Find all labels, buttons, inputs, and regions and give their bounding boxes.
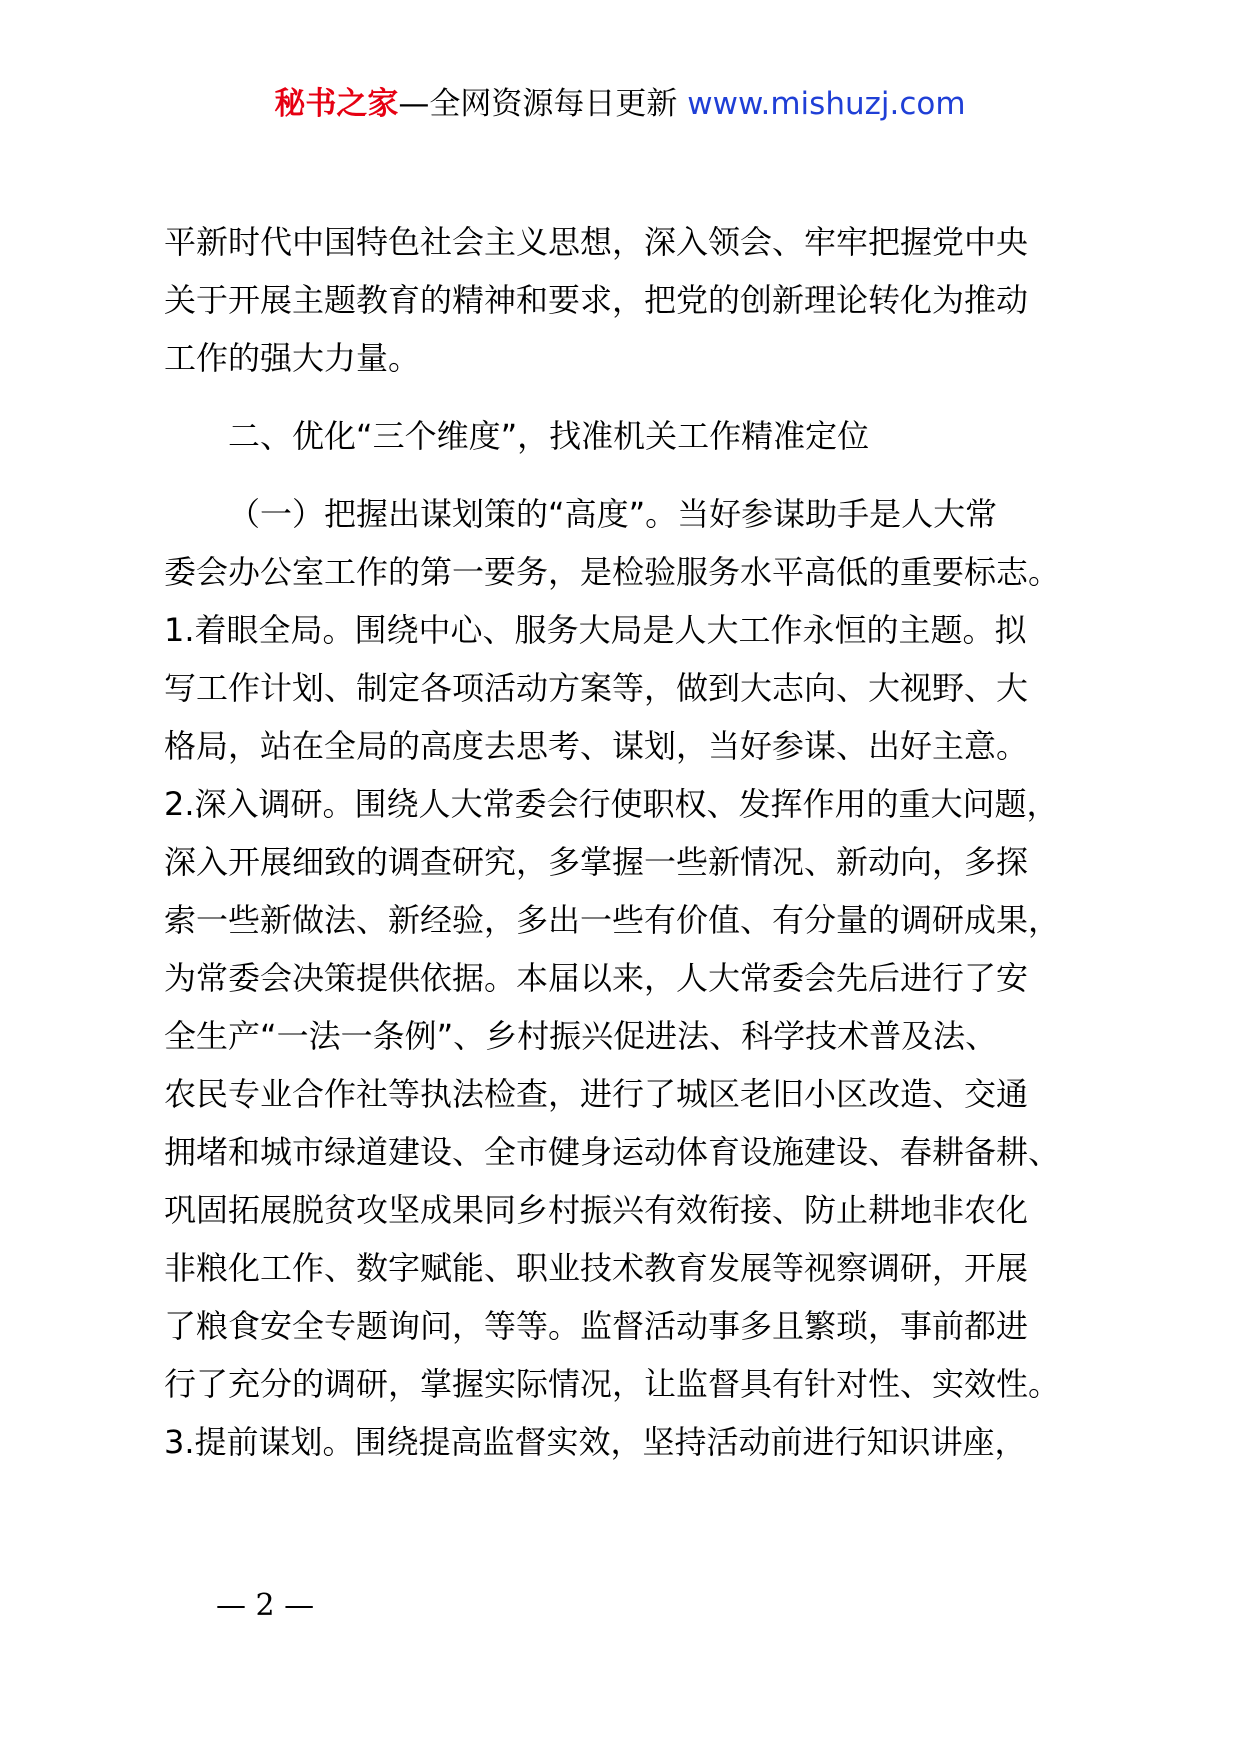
text-line: 索一些新做法、新经验，多出一些有价值、有分量的调研成果， (164, 901, 1061, 939)
text-line: 2.深入调研。围绕人大常委会行使职权、发挥作用的重大问题， (164, 785, 1059, 823)
page-number: — 2 — (216, 1588, 315, 1623)
text-line: 全生产“一法一条例”、乡村振兴促进法、科学技术普及法、 (164, 1017, 998, 1055)
text-line: 3.提前谋划。围绕提高监督实效，坚持活动前进行知识讲座， (164, 1423, 1027, 1461)
text-line: 格局，站在全局的高度去思考、谋划，当好参谋、出好主意。 (164, 727, 1029, 765)
text-line: 工作的强大力量。 (164, 339, 421, 377)
banner-tagline: —全网资源每日更新 (398, 86, 688, 122)
document-body (164, 213, 1124, 1471)
text-line: 了粮食安全专题询问，等等。监督活动事多且繁琐，事前都进 (164, 1307, 1029, 1345)
text-line: 1.着眼全局。围绕中心、服务大局是人大工作永恒的主题。拟 (164, 611, 1027, 649)
brand-name: 秘书之家 (274, 86, 399, 122)
text-line: 关于开展主题教育的精神和要求，把党的创新理论转化为推动 (164, 281, 1029, 319)
text-line: 平新时代中国特色社会主义思想，深入领会、牢牢把握党中央 (164, 223, 1029, 261)
site-banner (0, 84, 1240, 124)
text-line: 行了充分的调研，掌握实际情况，让监督具有针对性、实效性。 (164, 1365, 1061, 1403)
subsection-heading: （一）把握出谋划策的“高度”。当好参谋助手是人大常 (228, 495, 998, 533)
text-line: 写工作计划、制定各项活动方案等，做到大志向、大视野、大 (164, 669, 1029, 707)
text-line: 拥堵和城市绿道建设、全市健身运动体育设施建设、春耕备耕、 (164, 1133, 1061, 1171)
text-line: 为常委会决策提供依据。本届以来，人大常委会先后进行了安 (164, 959, 1029, 997)
text-line: 巩固拓展脱贫攻坚成果同乡村振兴有效衔接、防止耕地非农化 (164, 1191, 1029, 1229)
text-line: 非粮化工作、数字赋能、职业技术教育发展等视察调研，开展 (164, 1249, 1029, 1287)
text-line: 农民专业合作社等执法检查，进行了城区老旧小区改造、交通 (164, 1075, 1029, 1113)
text-line: 委会办公室工作的第一要务，是检验服务水平高低的重要标志。 (164, 553, 1061, 591)
site-url[interactable]: www.mishuzj.com (687, 86, 966, 122)
section-heading: 二、优化“三个维度”，找准机关工作精准定位 (228, 417, 870, 455)
text-line: 深入开展细致的调查研究，多掌握一些新情况、新动向，多探 (164, 843, 1029, 881)
